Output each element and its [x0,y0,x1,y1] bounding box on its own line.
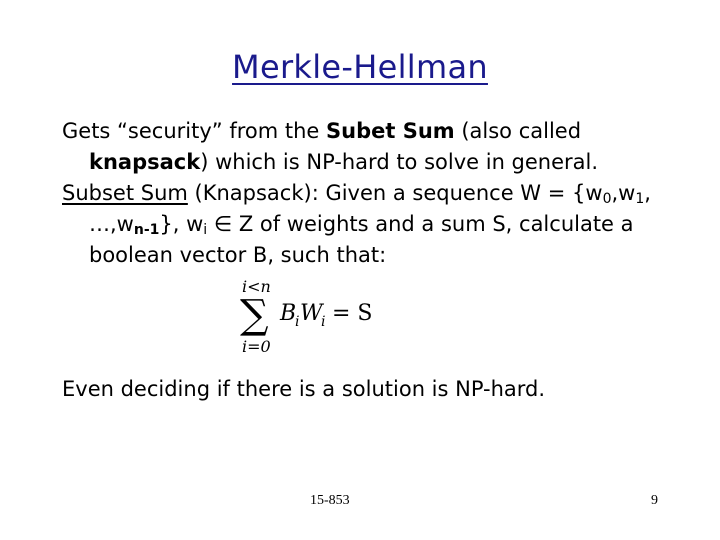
sum-upper-limit: i<n [242,277,271,296]
element-of-symbol: ∈ [213,212,233,236]
wi-subscript: i [203,222,208,238]
footer-page-number: 9 [651,493,658,508]
def-text-4: …,w [89,212,134,236]
subset-sum-term: Subset Sum [62,181,188,205]
w1-subscript: 1 [635,191,645,207]
conclusion-text: Even deciding if there is a solution is NP-hard. [62,377,546,401]
footer-course-number: 15-853 [310,493,350,508]
intro-line-2 [62,147,682,178]
intro-text-3: ) which is NP-hard to solve in general. [200,150,599,174]
slide-title: Merkle-Hellman [232,48,488,86]
paragraph-subset-sum-definition [62,178,682,271]
def-line-2 [62,209,682,240]
def-line-3: boolean vector B, such that: [89,243,387,267]
def-text-1: (Knapsack): Given a sequence W = {w [187,181,603,205]
equals-s: = S [332,301,373,326]
def-text-3: , [644,181,651,205]
w-variable: W [300,301,323,326]
def-text-6: Z of weights and a sum S, calculate a [232,212,634,236]
sigma-symbol: ∑ [240,292,269,338]
w-subscript: i [321,314,326,330]
b-variable: B [280,301,297,326]
w0-subscript: 0 [602,191,612,207]
def-text-2: ,w [611,181,636,205]
intro-text-2: (also called [454,119,582,143]
paragraph-subset-sum-intro [62,116,682,178]
b-subscript: i [295,314,300,330]
subset-sum-formula [232,276,392,356]
def-text-5: }, w [159,212,204,236]
subet-sum-term: Subet Sum [326,119,455,143]
knapsack-term: knapsack [89,150,201,174]
wn1-subscript: n-1 [133,222,160,238]
intro-text: Gets “security” from the [62,119,327,143]
sum-lower-limit: i=0 [242,337,271,356]
